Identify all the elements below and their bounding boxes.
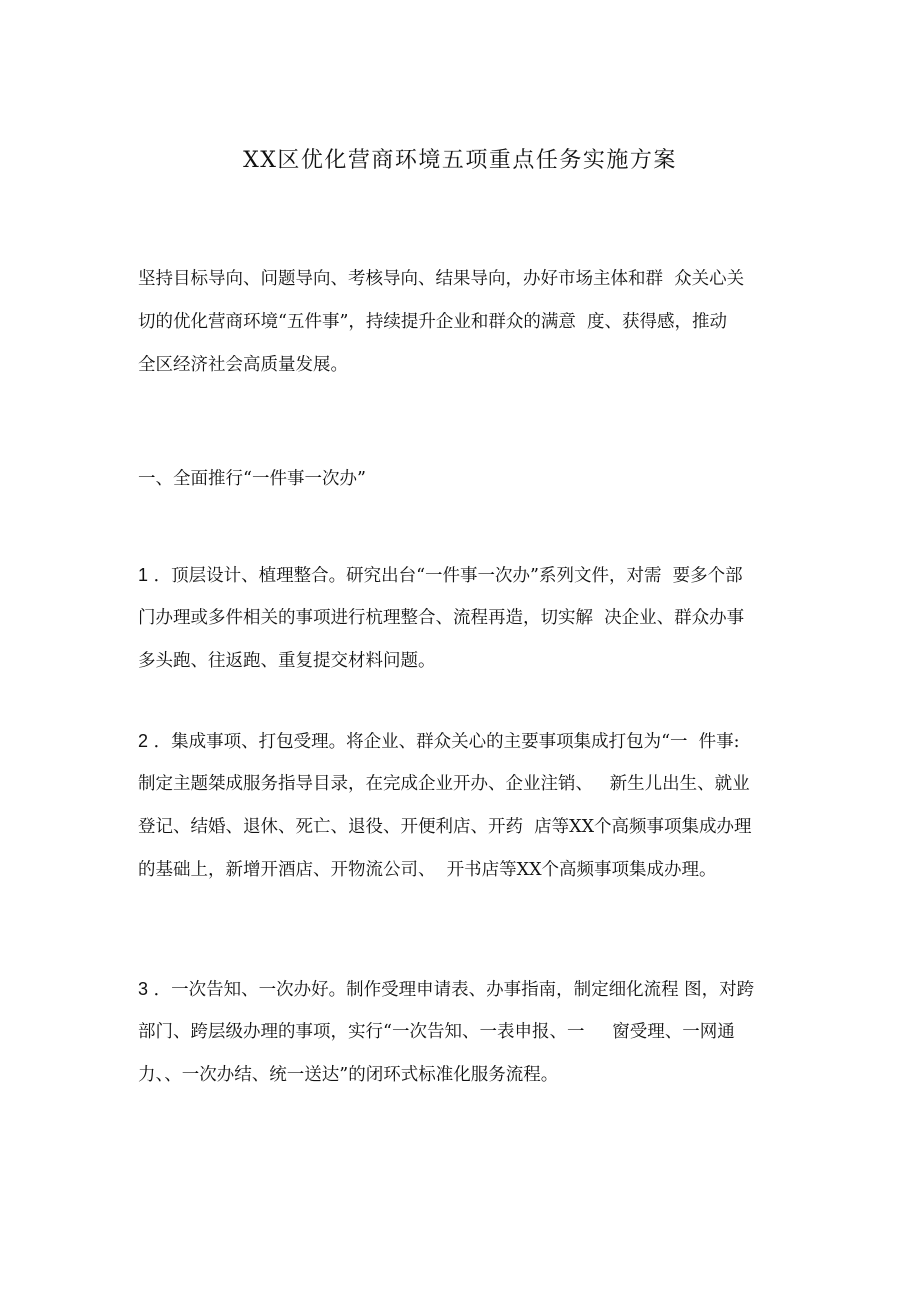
item-3-line (138, 968, 788, 1011)
item-3-paragraph (138, 968, 788, 1097)
item-2-line: 的基础上，新增开酒店、开物流公司、 开书店等XX个高频事项集成办理。 (138, 860, 717, 880)
item-3-line: 部门、跨层级办理的事项，实行“一次告知、一表申报、一 窗受理、一网通 (138, 1022, 735, 1042)
item-2-line (138, 720, 788, 763)
item-1-line: 门办理或多件相关的事项进行杭理整合、流程再造，切实解 决企业、群众办事 (138, 608, 745, 628)
intro-line: 切的优化营商环境“五件事”，持续提升企业和群众的满意 度、获得感，推动 (138, 312, 728, 332)
item-number: 1 (138, 565, 149, 585)
item-text: ．集成事项、打包受理。将企业、群众关心的主要事项集成打包为“一 件事: (148, 732, 740, 752)
item-number: 2 (138, 731, 149, 751)
item-1-paragraph (138, 554, 788, 683)
item-text: ．一次告知、一次办好。制作受理申请表、办事指南，制定细化流程 图，对跨 (148, 980, 755, 1000)
item-2-line: 制定主题桀成服务指导目录，在完成企业开办、企业注销、 新生儿出生、就业 (138, 774, 750, 794)
item-2-line: 登记、结婚、退休、死亡、退役、开便利店、开药 店等XX个高频事项集成办理 (138, 817, 752, 837)
item-1-line (138, 554, 788, 597)
intro-paragraph (138, 258, 788, 387)
section-heading: 一、全面推行“一件事一次办” (138, 469, 366, 489)
item-number: 3 (138, 979, 149, 999)
intro-line: 坚持目标导向、问题导向、考核导向、结果导向，办好市场主体和群 众关心关 (138, 269, 745, 289)
item-1-line: 多头跑、往返跑、重复提交材料问题。 (138, 651, 436, 671)
intro-line: 全区经济社会高质量发展。 (138, 355, 348, 375)
item-text: ．顶层设计、植理整合。研究出台“一件事一次办”系列文件，对需 要多个部 (148, 566, 743, 586)
document-title: XX区优化营商环境五项重点任务实施方案 (243, 148, 677, 173)
item-2-paragraph (138, 720, 788, 892)
item-3-line: 力、、一次办结、统一送达”的闭环式标准化服务流程。 (138, 1065, 559, 1085)
